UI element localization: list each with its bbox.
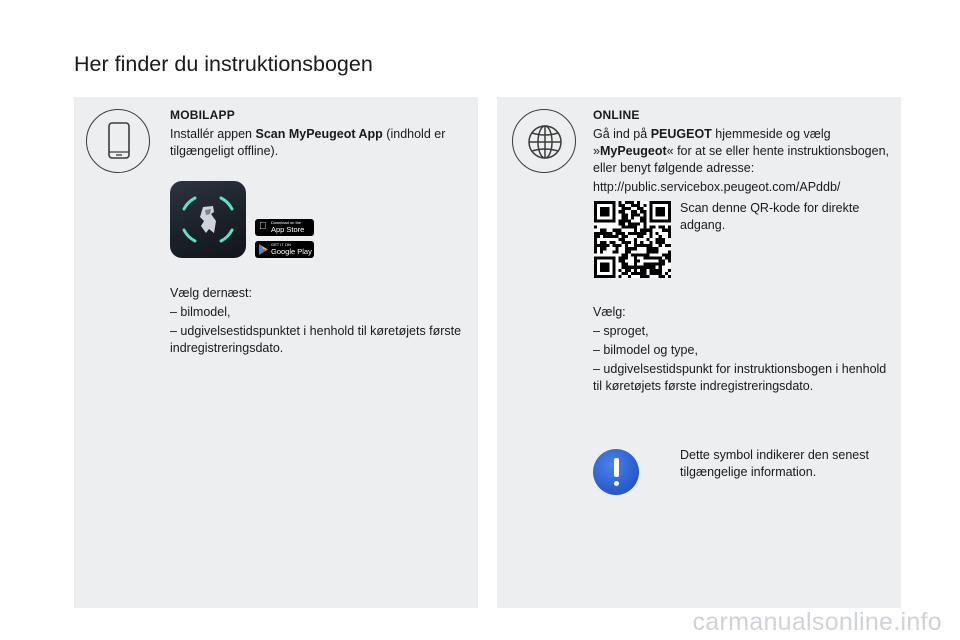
list-item-continuation: indregistreringsdato. <box>170 341 284 355</box>
install-line-2: tilgængeligt offline). <box>170 144 279 158</box>
brand-name: PEUGEOT <box>650 127 712 141</box>
page-title: Her finder du instruktionsbogen <box>74 52 373 76</box>
smartphone-icon <box>86 109 150 173</box>
exclamation-icon <box>593 449 639 495</box>
list-item: – udgivelsestidspunkt for instruktionsbogen i henhold <box>593 362 887 376</box>
manual-url-link[interactable]: http://public.servicebox.peugeot.com/APddb/ <box>593 180 841 194</box>
google-play-icon <box>259 244 268 255</box>
list-item: – sproget, <box>593 324 649 338</box>
list-item: – bilmodel og type, <box>593 343 698 357</box>
google-play-badge[interactable]: GET IT ON Google Play <box>255 241 314 258</box>
qr-code[interactable] <box>594 201 671 278</box>
watermark: carmanualsonline.info <box>692 608 942 636</box>
mypeugeot-link[interactable]: MyPeugeot <box>599 144 667 158</box>
qr-caption-line-2: adgang. <box>680 218 726 232</box>
online-panel <box>497 97 901 608</box>
globe-icon <box>512 109 576 173</box>
install-line-1: Installér appen Scan MyPeugeot App (indhold er <box>170 127 446 141</box>
online-line-2: »MyPeugeot« for at se eller hente instruktionsbogen, <box>593 144 889 158</box>
list-item: – bilmodel, <box>170 305 231 319</box>
note-line-1: Dette symbol indikerer den senest <box>680 448 869 462</box>
list-item-continuation: til køretøjets første indregistreringsdato. <box>593 379 814 393</box>
choose-label: Vælg: <box>593 305 626 319</box>
app-store-badge[interactable]: Download on the App Store <box>255 219 314 236</box>
online-line-3: eller benyt følgende adresse: <box>593 161 755 175</box>
section-heading-online: ONLINE <box>593 108 640 122</box>
qr-caption-line-1: Scan denne QR-kode for direkte <box>680 201 860 215</box>
section-heading-mobilapp: MOBILAPP <box>170 108 235 122</box>
choose-label: Vælg dernæst: <box>170 286 252 300</box>
note-line-2: tilgængelige information. <box>680 465 817 479</box>
app-name: Scan MyPeugeot App <box>255 127 383 141</box>
list-item: – udgivelsestidspunktet i henhold til køretøjets første <box>170 324 462 338</box>
mobile-app-panel <box>74 97 478 608</box>
online-line-1: Gå ind på PEUGEOT hjemmeside og vælg <box>593 127 831 141</box>
peugeot-app-icon[interactable] <box>170 181 246 258</box>
apple-icon <box>259 221 267 233</box>
peugeot-lion-icon <box>200 206 216 233</box>
